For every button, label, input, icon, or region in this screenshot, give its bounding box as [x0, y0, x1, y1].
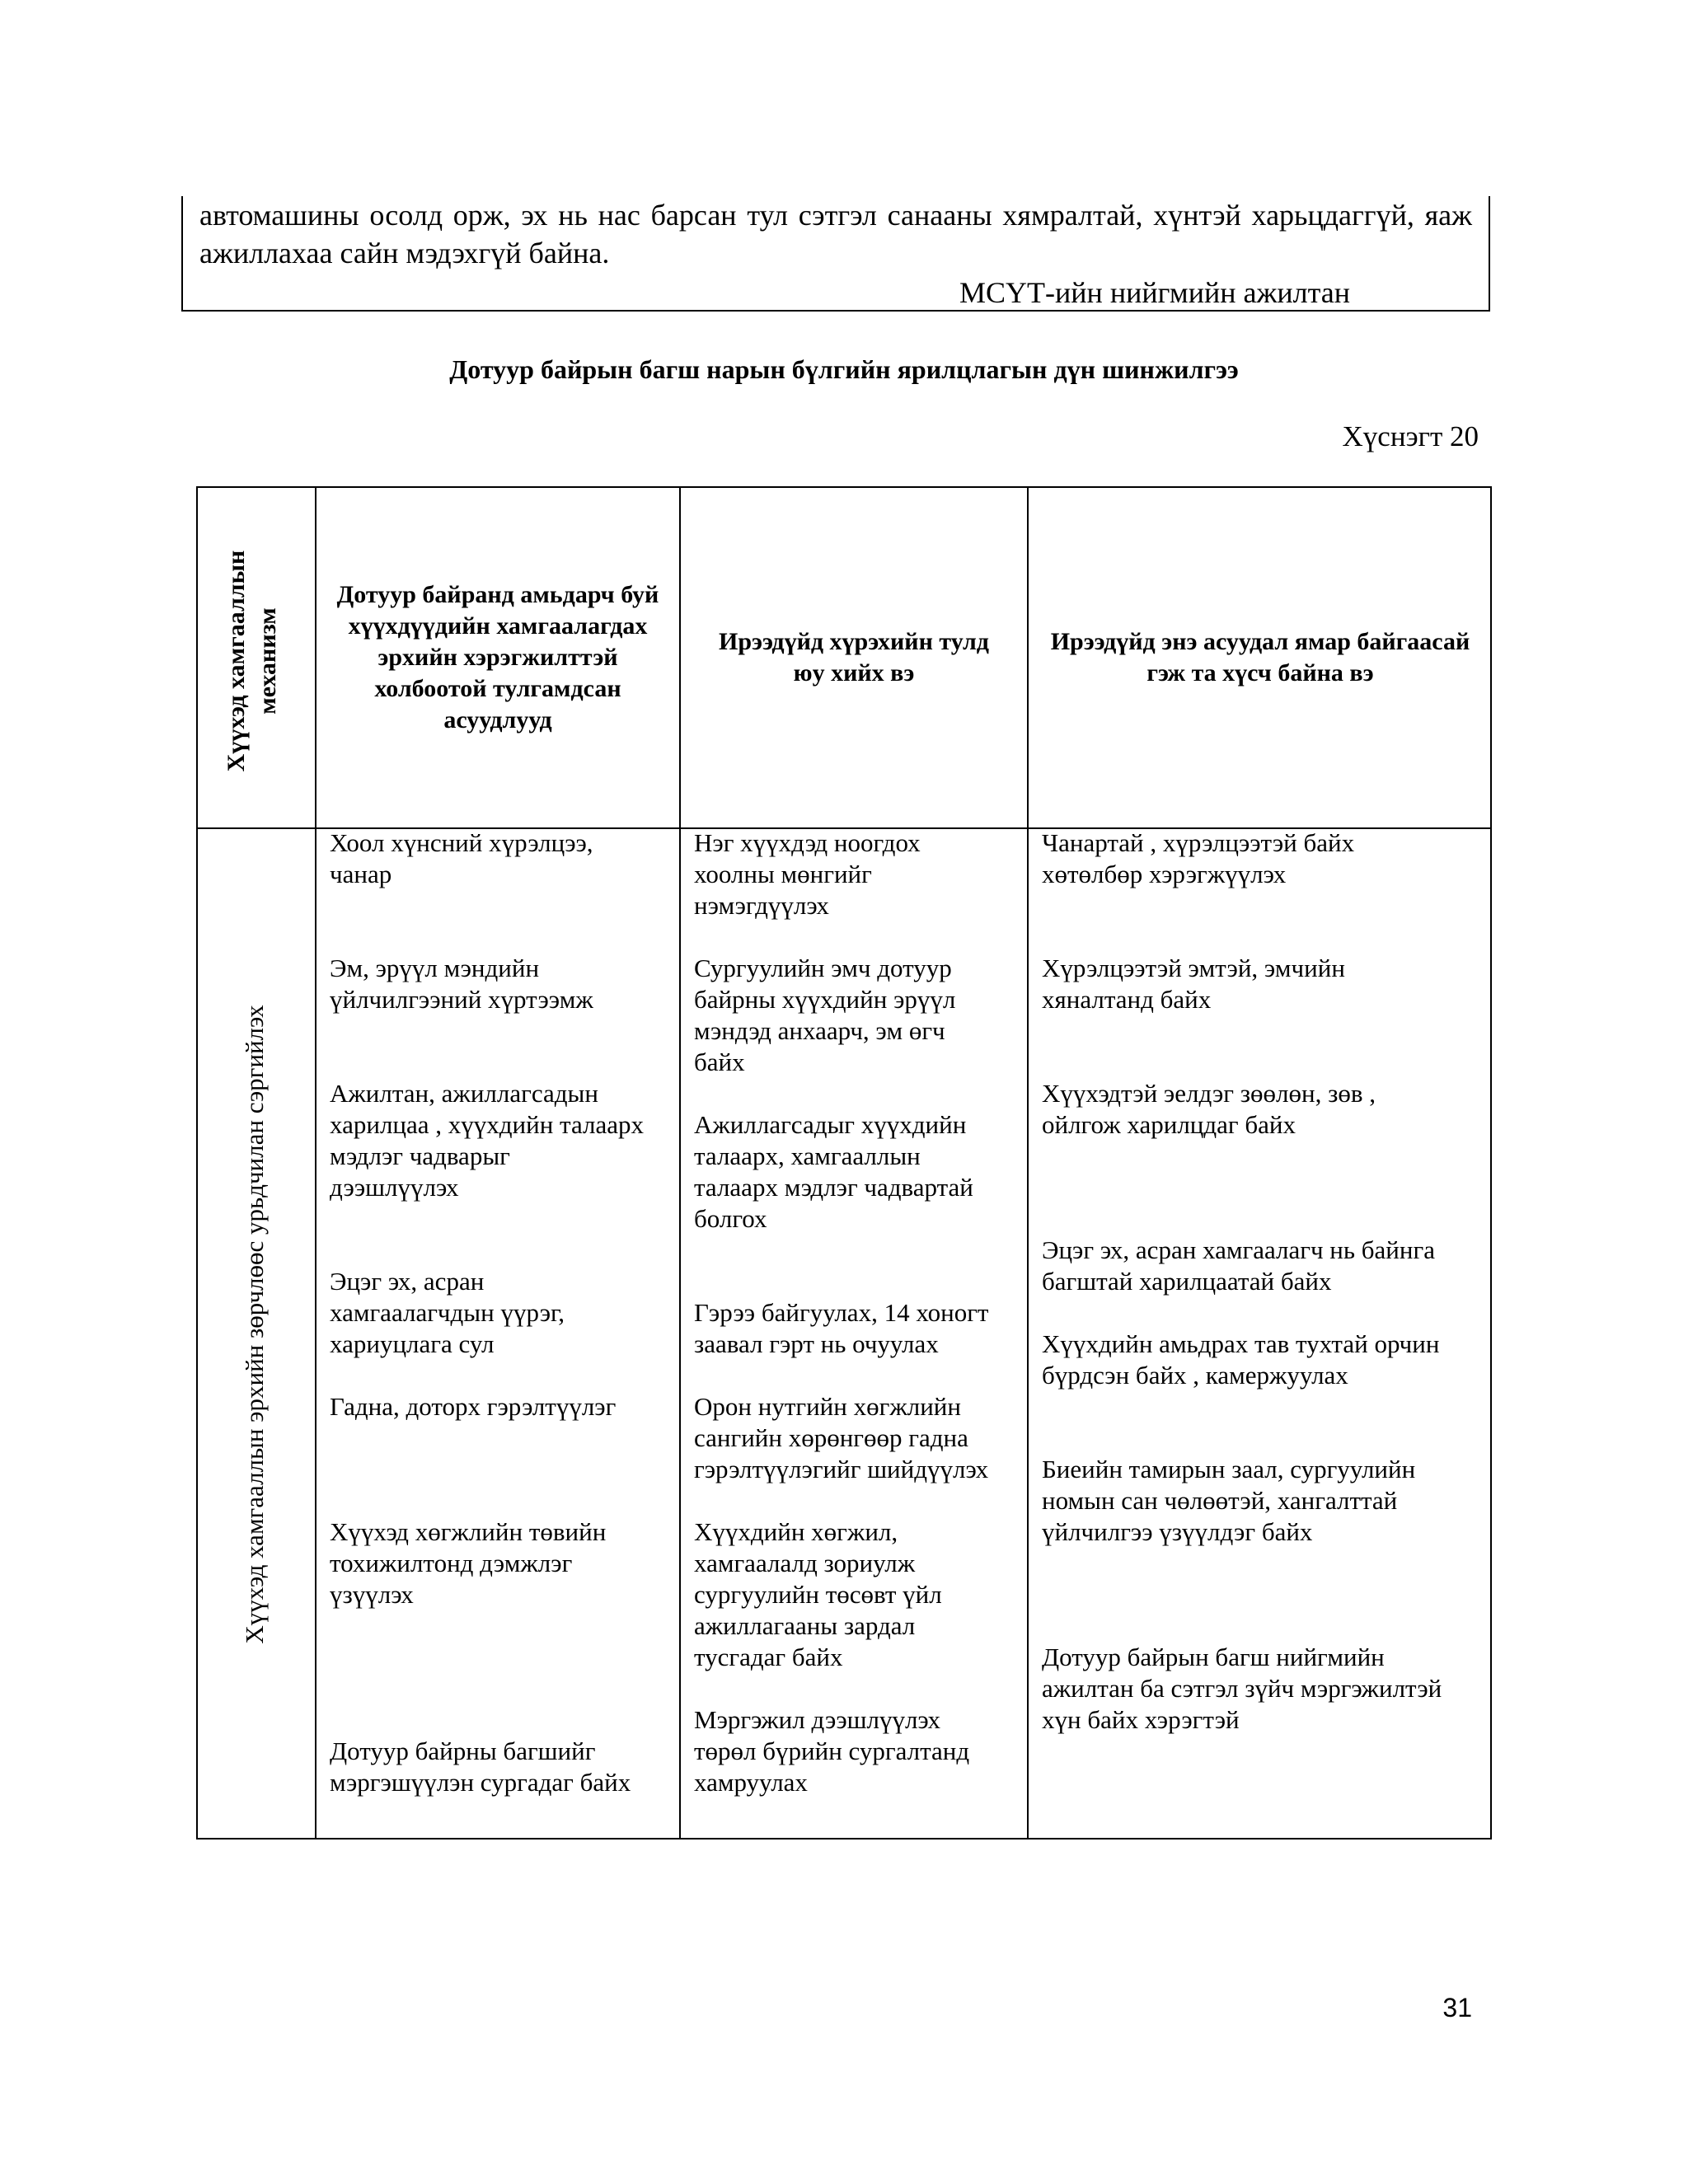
action-item: Орон нутгийн хөгжлийн сангийн хөрөнгөөр гадна гэрэлтүүлэгийг шийдүүлэх: [694, 1392, 989, 1483]
quote-box: [181, 196, 1490, 312]
action-item: Хүүхдийн хөгжил, хамгаалалд зориулж сургуулийн төсөвт үйл ажиллагааны зардал тусгадаг байх: [694, 1517, 942, 1671]
issue-item: Гадна, доторх гэрэлтүүлэг: [330, 1392, 617, 1421]
interview-table: [196, 486, 1492, 1840]
header-actions: Ирээдүйд хүрэхийн тулд юу хийх вэ: [719, 628, 989, 687]
issue-item: Дотуур байрны багшийг мэргэшүүлэн сургадаг байх: [330, 1736, 631, 1797]
desired-item: Эцэг эх, асран хамгаалагч нь байнга багштай харилцаатай байх: [1042, 1235, 1435, 1296]
issue-item: Эцэг эх, асран хамгаалагчдын үүрэг, хариуцлага сул: [330, 1267, 565, 1358]
issue-item: Хүүхэд хөгжлийн төвийн тохижилтонд дэмжлэг үзүүлэх: [330, 1517, 607, 1609]
row-label-prevention: Хүүхэд хамгааллын эрхийн зөрчлөөс урьдчилан сэргийлэх: [240, 1005, 269, 1644]
page-number: 31: [1442, 1993, 1472, 2022]
action-item: Сургуулийн эмч дотуур байрны хүүхдийн эрүүл мэндэд анхаарч, эм өгч байх: [694, 954, 956, 1076]
action-item: Нэг хүүхдэд ноогдох хоолны мөнгийг нэмэгдүүлэх: [694, 828, 921, 920]
quote-text: автомашины осолд орж, эх нь нас барсан тул сэтгэл санааны хямралтай, хүнтэй харьцдаггүй, яаж ажиллахаа сайн мэдэхгүй байна.: [199, 199, 1472, 269]
header-mechanism: Хүүхэд хамгааллын механизм: [223, 550, 281, 772]
desired-item: Хүүхдийн амьдрах тав тухтай орчин бүрдсэн байх , камержуулах: [1042, 1329, 1440, 1390]
desired-item: Чанартай , хүрэлцээтэй байх хөтөлбөр хэрэгжүүлэх: [1042, 828, 1355, 888]
action-item: Ажиллагсадыг хүүхдийн талаарх, хамгааллын талаарх мэдлэг чадвартай болгох: [694, 1110, 973, 1233]
header-desired-state: Ирээдүйд энэ асуудал ямар байгаасай гэж та хүсч байна вэ: [1050, 628, 1470, 687]
header-issues: Дотуур байранд амьдарч буй хүүхдүүдийн хамгаалагдах эрхийн хэрэгжилттэй холбоотой тулгамдсан асуудлууд: [336, 581, 659, 733]
issue-item: Эм, эрүүл мэндийн үйлчилгээний хүртээмж: [330, 954, 593, 1014]
issue-item: Хоол хүнсний хүрэлцээ, чанар: [330, 828, 593, 888]
desired-item: Дотуур байрын багш нийгмийн ажилтан ба сэтгэл зүйч мэргэжилтэй хүн байх хэрэгтэй: [1042, 1643, 1442, 1734]
table-label: Хүснэгт 20: [1342, 420, 1479, 452]
quote-source: МСҮТ-ийн нийгмийн ажилтан: [959, 276, 1350, 309]
action-item: Гэрээ байгуулах, 14 хоногт заавал гэрт нь очуулах: [694, 1298, 989, 1358]
desired-item: Биеийн тамирын заал, сургуулийн номын сан чөлөөтэй, хангалттай үйлчилгээ үзүүлдэг байх: [1042, 1455, 1416, 1546]
issue-item: Ажилтан, ажиллагсадын харилцаа , хүүхдийн талаарх мэдлэг чадварыг дээшлүүлэх: [330, 1079, 645, 1202]
section-title: Дотуур байрын багш нарын бүлгийн ярилцлагын дүн шинжилгээ: [449, 354, 1239, 384]
action-item: Мэргэжил дээшлүүлэх төрөл бүрийн сургалтанд хамруулах: [694, 1705, 970, 1797]
desired-item: Хүрэлцээтэй эмтэй, эмчийн хяналтанд байх: [1042, 954, 1345, 1014]
desired-item: Хүүхэдтэй эелдэг зөөлөн, зөв , ойлгож харилцдаг байх: [1042, 1079, 1376, 1139]
